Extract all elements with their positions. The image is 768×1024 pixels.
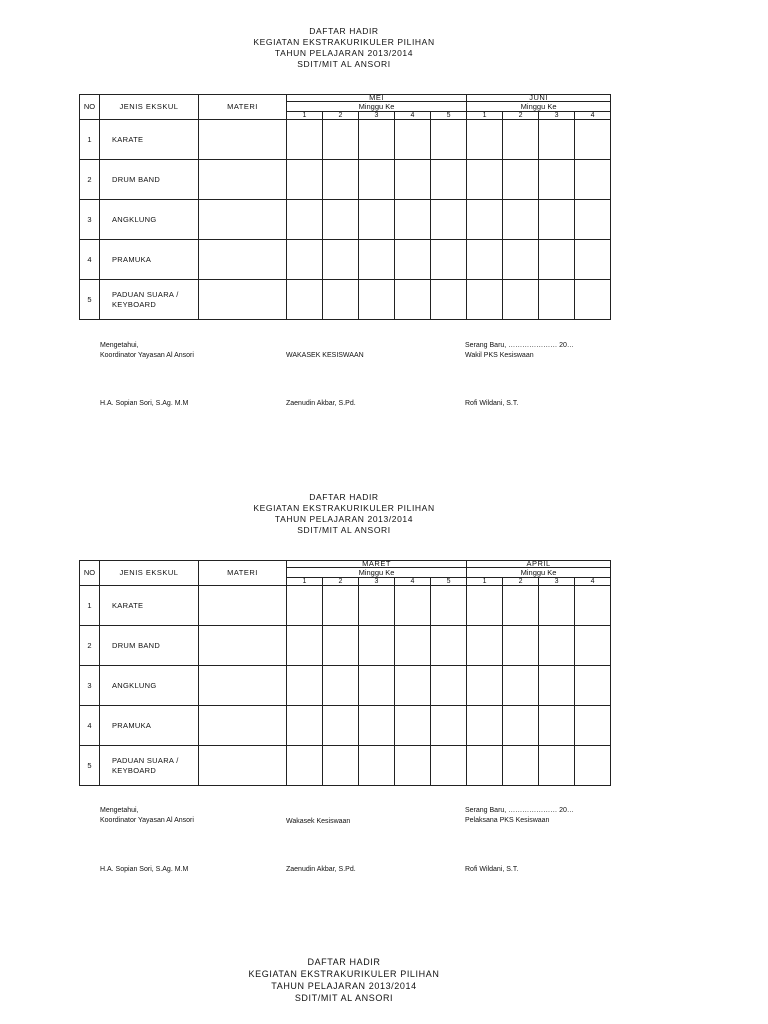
month-header: APRIL (467, 561, 611, 568)
week-number: 3 (359, 578, 395, 586)
attendance-cell (287, 240, 323, 280)
attendance-cell (503, 280, 539, 320)
title-line: DAFTAR HADIR (309, 26, 379, 36)
attendance-cell (539, 160, 575, 200)
place-date: Serang Baru, ………………… 20… (465, 342, 574, 349)
attendance-cell (575, 626, 611, 666)
attendance-cell (395, 120, 431, 160)
week-number: 1 (287, 112, 323, 120)
month-header: MEI (287, 95, 467, 102)
attendance-cell (575, 120, 611, 160)
table-row (80, 666, 611, 706)
attendance-cell (323, 666, 359, 706)
attendance-cell (287, 626, 323, 666)
col-header-jenis-ekskul: JENIS EKSKUL (100, 561, 199, 586)
week-number: 5 (431, 112, 467, 120)
attendance-cell (467, 746, 503, 786)
koordinator-label: Koordinator Yayasan Al Ansori (100, 352, 194, 359)
attendance-cell (467, 280, 503, 320)
wakil-label: Wakil PKS Kesiswaan (465, 352, 534, 359)
attendance-cell (323, 240, 359, 280)
month-header: JUNI (467, 95, 611, 102)
attendance-cell (575, 706, 611, 746)
attendance-cell (395, 586, 431, 626)
attendance-cell (287, 280, 323, 320)
attendance-cell (575, 746, 611, 786)
title-line: SDIT/MIT AL ANSORI (294, 993, 394, 1003)
table-row (80, 746, 611, 786)
attendance-cell (575, 160, 611, 200)
attendance-cell (359, 160, 395, 200)
minggu-ke-header: Minggu Ke (287, 102, 467, 112)
koordinator-label: Koordinator Yayasan Al Ansori (100, 817, 194, 824)
materi-cell (199, 706, 287, 746)
minggu-ke-header: Minggu Ke (287, 568, 467, 578)
attendance-table-mei-juni (79, 94, 611, 320)
attendance-cell (431, 280, 467, 320)
section3-heading (0, 956, 688, 1004)
week-number: 4 (395, 112, 431, 120)
materi-cell (199, 240, 287, 280)
materi-cell (199, 280, 287, 320)
wakil-label: Pelaksana PKS Kesiswaan (465, 817, 550, 824)
attendance-cell (323, 280, 359, 320)
materi-cell (199, 626, 287, 666)
attendance-table-maret-april (79, 560, 611, 786)
attendance-cell (467, 160, 503, 200)
week-number: 4 (575, 112, 611, 120)
week-number: 4 (575, 578, 611, 586)
attendance-cell (287, 706, 323, 746)
signer-name-3: Rofi Wildani, S.T. (465, 866, 519, 873)
attendance-cell (575, 586, 611, 626)
attendance-cell (431, 666, 467, 706)
attendance-cell (467, 120, 503, 160)
col-header-no: NO (80, 561, 100, 586)
row-number: 4 (80, 706, 100, 746)
attendance-cell (323, 746, 359, 786)
attendance-cell (395, 240, 431, 280)
attendance-cell (287, 160, 323, 200)
attendance-cell (395, 160, 431, 200)
attendance-cell (503, 240, 539, 280)
wakasek-label: WAKASEK KESISWAAN (286, 352, 364, 359)
row-number: 4 (80, 240, 100, 280)
place-date: Serang Baru, ………………… 20… (465, 807, 574, 814)
attendance-cell (359, 706, 395, 746)
attendance-cell (323, 160, 359, 200)
ekskul-name: PADUAN SUARA / KEYBOARD (100, 746, 199, 786)
ekskul-name: KARATE (100, 120, 199, 160)
mengetahui-label: Mengetahui, (100, 807, 139, 814)
table-row (80, 626, 611, 666)
mengetahui-label: Mengetahui, (100, 342, 139, 349)
materi-cell (199, 666, 287, 706)
section1-heading (0, 26, 688, 70)
attendance-cell (575, 240, 611, 280)
attendance-cell (539, 746, 575, 786)
materi-cell (199, 120, 287, 160)
attendance-cell (359, 666, 395, 706)
attendance-cell (395, 280, 431, 320)
attendance-cell (323, 120, 359, 160)
attendance-cell (395, 200, 431, 240)
week-number: 4 (395, 578, 431, 586)
week-number: 2 (323, 112, 359, 120)
title-line: SDIT/MIT AL ANSORI (297, 59, 391, 69)
attendance-cell (467, 240, 503, 280)
attendance-cell (287, 120, 323, 160)
ekskul-name: DRUM BAND (100, 626, 199, 666)
table-row (80, 160, 611, 200)
col-header-no: NO (80, 95, 100, 120)
attendance-cell (503, 626, 539, 666)
materi-cell (199, 586, 287, 626)
attendance-cell (503, 706, 539, 746)
attendance-cell (431, 706, 467, 746)
attendance-cell (431, 240, 467, 280)
attendance-cell (395, 626, 431, 666)
ekskul-name: PRAMUKA (100, 240, 199, 280)
attendance-cell (539, 666, 575, 706)
table-row (80, 280, 611, 320)
attendance-cell (467, 200, 503, 240)
attendance-cell (359, 280, 395, 320)
col-header-jenis-ekskul: JENIS EKSKUL (100, 95, 199, 120)
attendance-cell (431, 200, 467, 240)
title-line: KEGIATAN EKSTRAKURIKULER PILIHAN (248, 969, 440, 979)
title-line: DAFTAR HADIR (307, 957, 381, 967)
attendance-cell (287, 200, 323, 240)
signer-name-1: H.A. Sopian Sori, S.Ag. M.M (100, 400, 189, 407)
week-number: 3 (359, 112, 395, 120)
attendance-cell (323, 706, 359, 746)
attendance-cell (503, 200, 539, 240)
title-line: KEGIATAN EKSTRAKURIKULER PILIHAN (253, 503, 435, 513)
signer-name-3: Rofi Wildani, S.T. (465, 400, 519, 407)
row-number: 5 (80, 746, 100, 786)
title-line: TAHUN PELAJARAN 2013/2014 (274, 48, 414, 58)
week-number: 1 (467, 112, 503, 120)
attendance-cell (287, 746, 323, 786)
week-number: 1 (467, 578, 503, 586)
attendance-cell (539, 120, 575, 160)
week-number: 3 (539, 112, 575, 120)
row-number: 3 (80, 666, 100, 706)
attendance-cell (467, 706, 503, 746)
ekskul-name: PRAMUKA (100, 706, 199, 746)
attendance-cell (539, 586, 575, 626)
attendance-cell (359, 200, 395, 240)
attendance-cell (539, 706, 575, 746)
attendance-cell (539, 280, 575, 320)
attendance-cell (503, 120, 539, 160)
week-number: 3 (539, 578, 575, 586)
col-header-materi: MATERI (199, 95, 287, 120)
attendance-cell (323, 200, 359, 240)
ekskul-name: ANGKLUNG (100, 666, 199, 706)
row-number: 2 (80, 160, 100, 200)
attendance-cell (287, 666, 323, 706)
title-line: TAHUN PELAJARAN 2013/2014 (274, 514, 414, 524)
ekskul-name: DRUM BAND (100, 160, 199, 200)
attendance-cell (575, 666, 611, 706)
attendance-cell (359, 120, 395, 160)
ekskul-name: KARATE (100, 586, 199, 626)
signature-left-label (100, 806, 194, 826)
materi-cell (199, 200, 287, 240)
table-row (80, 120, 611, 160)
attendance-cell (323, 626, 359, 666)
attendance-cell (395, 666, 431, 706)
attendance-cell (395, 746, 431, 786)
title-line: SDIT/MIT AL ANSORI (297, 525, 391, 535)
row-number: 1 (80, 120, 100, 160)
attendance-cell (539, 240, 575, 280)
row-number: 2 (80, 626, 100, 666)
attendance-cell (431, 626, 467, 666)
attendance-cell (359, 586, 395, 626)
table-row (80, 200, 611, 240)
attendance-cell (467, 626, 503, 666)
attendance-cell (287, 586, 323, 626)
attendance-cell (359, 746, 395, 786)
signer-name-2: Zaenudin Akbar, S.Pd. (286, 866, 356, 873)
attendance-cell (575, 200, 611, 240)
row-number: 3 (80, 200, 100, 240)
table-row (80, 706, 611, 746)
signature-left-label (100, 341, 194, 361)
table-row (80, 586, 611, 626)
attendance-cell (467, 666, 503, 706)
attendance-cell (503, 586, 539, 626)
signer-name-2: Zaenudin Akbar, S.Pd. (286, 400, 356, 407)
signature-right-label (465, 341, 574, 361)
attendance-cell (323, 586, 359, 626)
section2-heading (0, 492, 688, 536)
materi-cell (199, 160, 287, 200)
minggu-ke-header: Minggu Ke (467, 102, 611, 112)
attendance-cell (431, 586, 467, 626)
title-line: DAFTAR HADIR (309, 492, 379, 502)
row-number: 5 (80, 280, 100, 320)
attendance-cell (359, 626, 395, 666)
materi-cell (199, 746, 287, 786)
week-number: 1 (287, 578, 323, 586)
attendance-cell (431, 120, 467, 160)
attendance-cell (539, 626, 575, 666)
title-line: KEGIATAN EKSTRAKURIKULER PILIHAN (253, 37, 435, 47)
week-number: 2 (323, 578, 359, 586)
ekskul-name: PADUAN SUARA / KEYBOARD (100, 280, 199, 320)
attendance-cell (431, 160, 467, 200)
attendance-cell (431, 746, 467, 786)
signer-name-1: H.A. Sopian Sori, S.Ag. M.M (100, 866, 189, 873)
attendance-cell (575, 280, 611, 320)
week-number: 5 (431, 578, 467, 586)
attendance-cell (503, 160, 539, 200)
attendance-cell (395, 706, 431, 746)
week-number: 2 (503, 578, 539, 586)
month-header: MARET (287, 561, 467, 568)
minggu-ke-header: Minggu Ke (467, 568, 611, 578)
ekskul-name: ANGKLUNG (100, 200, 199, 240)
row-number: 1 (80, 586, 100, 626)
week-number: 2 (503, 112, 539, 120)
signature-right-label (465, 806, 574, 826)
attendance-cell (503, 746, 539, 786)
attendance-cell (539, 200, 575, 240)
col-header-materi: MATERI (199, 561, 287, 586)
attendance-cell (359, 240, 395, 280)
attendance-cell (503, 666, 539, 706)
attendance-cell (467, 586, 503, 626)
table-row (80, 240, 611, 280)
wakasek-label: Wakasek Kesiswaan (286, 818, 351, 825)
title-line: TAHUN PELAJARAN 2013/2014 (271, 981, 417, 991)
